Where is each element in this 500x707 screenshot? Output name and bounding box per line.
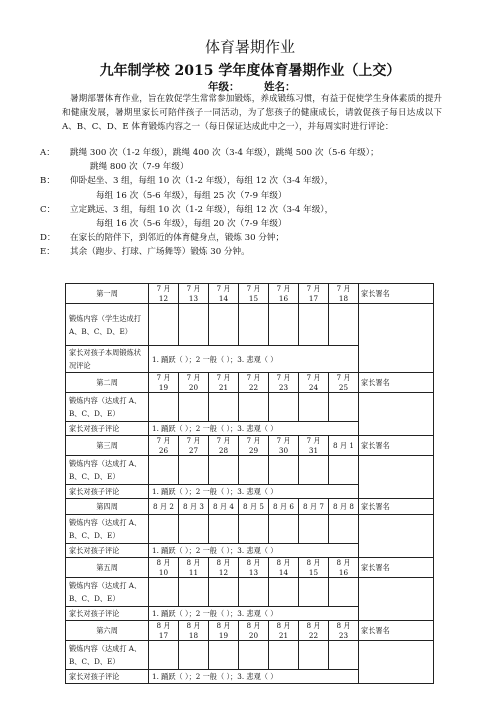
exercise-entry-cell[interactable]	[269, 578, 299, 607]
exercise-entry-cell[interactable]	[209, 456, 239, 485]
rating-options[interactable]: 1. 踊跃（ ）；2 一般（ ）；3. 悲观（ ）	[149, 346, 359, 373]
date-cell: 7 月 17	[299, 284, 329, 304]
date-cell: 7 月 24	[299, 373, 329, 393]
parent-sign-cell[interactable]	[359, 393, 434, 436]
option-letter: E：	[40, 247, 55, 258]
exercise-entry-cell[interactable]	[239, 515, 269, 544]
date-cell: 8 月 21	[269, 621, 299, 641]
exercise-entry-cell[interactable]	[209, 304, 239, 346]
week-header-row	[66, 373, 434, 393]
date-cell: 7 月 25	[329, 373, 359, 393]
date-cell: 7 月 23	[269, 373, 299, 393]
option-text: 跳绳 800 次（7-9 年级）	[90, 162, 189, 173]
exercise-entry-cell[interactable]	[209, 578, 239, 607]
exercise-entry-cell[interactable]	[299, 641, 329, 670]
exercise-entry-cell[interactable]	[179, 456, 209, 485]
main-title: 九年制学校 2015 学年度体育暑期作业（上交）	[99, 63, 401, 79]
week-header-row	[66, 621, 434, 641]
option-text: 其余（跑步、打球、广场舞等）锻炼 30 分钟。	[70, 247, 250, 258]
option-letter: C：	[40, 204, 56, 215]
exercise-content-label: 锻炼内容（达成打 A、B、C、D、E）	[66, 393, 149, 422]
exercise-content-label: 锻炼内容（达成打 A、B、C、D、E）	[66, 456, 149, 485]
intro-paragraph: 暑期部署体育作业，旨在敦促学生常常参加锻炼，养成锻练习惯，有益于促使学生身体素质的提升和健康发展，暑期里家长可陪伴孩子一同活动，为了您孩子的健康成长，请敦促孩子每日达成以下 A、B、C、D、E 体育锻炼内容之一（每日保证达成此中之一），并每周实时进行评论：	[62, 94, 442, 132]
date-cell: 8 月 13	[239, 558, 269, 578]
date-cell: 7 月 13	[179, 284, 209, 304]
parent-evaluation-label: 家长对孩子评论	[66, 670, 149, 684]
week-header-row	[66, 436, 434, 456]
exercise-entry-cell[interactable]	[329, 304, 359, 346]
date-cell: 8 月 6	[269, 499, 299, 515]
date-cell: 7 月 19	[149, 373, 179, 393]
exercise-entry-cell[interactable]	[179, 393, 209, 422]
parent-sign-label: 家长署名	[359, 436, 434, 456]
option-letter: D：	[40, 233, 56, 244]
exercise-entry-cell[interactable]	[269, 393, 299, 422]
exercise-entry-cell[interactable]	[179, 304, 209, 346]
date-cell: 7 月 27	[179, 436, 209, 456]
date-cell: 7 月 15	[239, 284, 269, 304]
rating-options[interactable]: 1. 踊跃（ ）；2 一般（ ）；3. 悲观（ ）	[149, 670, 359, 684]
date-cell: 7 月 30	[269, 436, 299, 456]
parent-evaluation-label: 家长对孩子评论	[66, 607, 149, 621]
parent-evaluation-label: 家长对孩子本周锻炼状况评论	[66, 346, 149, 373]
rating-options[interactable]: 1. 踊跃（ ）；2 一般（ ）；3. 悲观（ ）	[149, 544, 359, 558]
exercise-entry-cell[interactable]	[269, 641, 299, 670]
date-cell: 8 月 1	[329, 436, 359, 456]
option-text: 每组 16 次（5-6 年级），每组 25 次（7-9 年级）	[96, 190, 287, 201]
name-label: 姓名：	[264, 81, 296, 93]
exercise-entry-cell[interactable]	[239, 456, 269, 485]
date-cell: 7 月 26	[149, 436, 179, 456]
date-cell: 8 月 17	[149, 621, 179, 641]
exercise-entry-cell[interactable]	[149, 641, 179, 670]
option-letter: B：	[40, 176, 55, 187]
parent-sign-cell[interactable]	[359, 515, 434, 558]
parent-evaluation-label: 家长对孩子评论	[66, 544, 149, 558]
parent-sign-label: 家长署名	[359, 284, 434, 304]
exercise-entry-cell[interactable]	[179, 515, 209, 544]
exercise-content-row	[66, 456, 434, 485]
option-text: 仰卧起坐、3 组，每组 10 次（1-2 年级），每组 12 次（3-4 年级），	[70, 176, 334, 187]
date-cell: 7 月 28	[209, 436, 239, 456]
exercise-content-row	[66, 641, 434, 670]
date-cell: 8 月 18	[179, 621, 209, 641]
date-cell: 8 月 7	[299, 499, 329, 515]
parent-sign-cell[interactable]	[359, 578, 434, 621]
exercise-content-row	[66, 393, 434, 422]
date-cell: 8 月 12	[209, 558, 239, 578]
date-cell: 7 月 21	[209, 373, 239, 393]
parent-sign-cell[interactable]	[359, 641, 434, 684]
week-name: 第二周	[66, 373, 149, 393]
option-letter: A：	[40, 148, 55, 158]
exercise-entry-cell[interactable]	[179, 578, 209, 607]
exercise-entry-cell[interactable]	[299, 393, 329, 422]
rating-options[interactable]: 1. 踊跃（ ）；2 一般（ ）；3. 悲观（ ）	[149, 607, 359, 621]
exercise-entry-cell[interactable]	[269, 456, 299, 485]
exercise-content-label: 锻炼内容（学生达成打 A、B、C、D、E）	[66, 304, 149, 346]
date-cell: 8 月 10	[149, 558, 179, 578]
week-header-row	[66, 499, 434, 515]
exercise-entry-cell[interactable]	[329, 515, 359, 544]
parent-sign-label: 家长署名	[359, 621, 434, 641]
exercise-entry-cell[interactable]	[269, 515, 299, 544]
rating-options[interactable]: 1. 踊跃（ ）；2 一般（ ）；3. 悲观（ ）	[149, 485, 359, 499]
exercise-entry-cell[interactable]	[299, 515, 329, 544]
date-cell: 7 月 20	[179, 373, 209, 393]
exercise-entry-cell[interactable]	[179, 641, 209, 670]
option-text: 在家长的陪伴下，到邻近的体育健身点，锻炼 30 分钟；	[70, 233, 285, 244]
exercise-entry-cell[interactable]	[149, 393, 179, 422]
exercise-entry-cell[interactable]	[329, 641, 359, 670]
date-cell: 7 月 12	[149, 284, 179, 304]
option-text: 立定跳远、3 组，每组 10 次（1-2 年级），每组 12 次（3-4 年级），	[70, 204, 334, 215]
exercise-entry-cell[interactable]	[239, 393, 269, 422]
exercise-entry-cell[interactable]	[329, 578, 359, 607]
date-cell: 8 月 11	[179, 558, 209, 578]
date-cell: 8 月 14	[269, 558, 299, 578]
date-cell: 8 月 16	[329, 558, 359, 578]
date-cell: 8 月 3	[179, 499, 209, 515]
date-cell: 7 月 29	[239, 436, 269, 456]
date-cell: 8 月 22	[299, 621, 329, 641]
exercise-content-row	[66, 515, 434, 544]
week-name: 第四周	[66, 499, 149, 515]
exercise-entry-cell[interactable]	[269, 304, 299, 346]
exercise-content-row	[66, 304, 434, 346]
date-cell: 8 月 5	[239, 499, 269, 515]
exercise-entry-cell[interactable]	[239, 304, 269, 346]
date-cell: 8 月 15	[299, 558, 329, 578]
exercise-entry-cell[interactable]	[149, 456, 179, 485]
exercise-entry-cell[interactable]	[299, 456, 329, 485]
parent-sign-label: 家长署名	[359, 558, 434, 578]
exercise-entry-cell[interactable]	[239, 641, 269, 670]
parent-sign-label: 家长署名	[359, 373, 434, 393]
exercise-entry-cell[interactable]	[239, 578, 269, 607]
week-name: 第三周	[66, 436, 149, 456]
date-cell: 7 月 31	[299, 436, 329, 456]
week-name: 第一周	[66, 284, 149, 304]
exercise-content-label: 锻炼内容（达成打 A、B、C、D、E）	[66, 515, 149, 544]
date-cell: 7 月 14	[209, 284, 239, 304]
exercise-entry-cell[interactable]	[329, 393, 359, 422]
date-cell: 7 月 18	[329, 284, 359, 304]
date-cell: 8 月 23	[329, 621, 359, 641]
date-cell: 7 月 16	[269, 284, 299, 304]
date-cell: 8 月 4	[209, 499, 239, 515]
week-header-row	[66, 558, 434, 578]
parent-evaluation-label: 家长对孩子评论	[66, 485, 149, 499]
parent-sign-cell[interactable]	[359, 304, 434, 373]
exercise-entry-cell[interactable]	[299, 304, 329, 346]
parent-sign-label: 家长署名	[359, 499, 434, 515]
date-cell: 7 月 22	[239, 373, 269, 393]
option-text: 跳绳 300 次（1-2 年级），跳绳 400 次（3-4 年级），跳绳 500 次（5-6 年级）；	[70, 148, 379, 158]
week-header-row	[66, 284, 434, 304]
date-cell: 8 月 2	[149, 499, 179, 515]
week-name: 第六周	[66, 621, 149, 641]
grade-label: 年级：	[208, 81, 240, 93]
exercise-entry-cell[interactable]	[149, 578, 179, 607]
exercise-content-label: 锻炼内容（达成打 A、B、C、D、E）	[66, 578, 149, 607]
date-cell: 8 月 19	[209, 621, 239, 641]
exercise-entry-cell[interactable]	[209, 641, 239, 670]
weekly-log-table	[65, 283, 434, 684]
exercise-content-label: 锻炼内容（达成打 A、B、C、D、E）	[66, 641, 149, 670]
exercise-entry-cell[interactable]	[299, 578, 329, 607]
option-text: 每组 16 次（5-6 年级），每组 20 次（7-9 年级）	[96, 219, 287, 229]
exercise-entry-cell[interactable]	[209, 393, 239, 422]
parent-sign-cell[interactable]	[359, 456, 434, 499]
date-cell: 8 月 8	[329, 499, 359, 515]
exercise-entry-cell[interactable]	[149, 304, 179, 346]
week-name: 第五周	[66, 558, 149, 578]
exercise-content-row	[66, 578, 434, 607]
exercise-entry-cell[interactable]	[329, 456, 359, 485]
document-title: 体育暑期作业	[204, 38, 295, 56]
parent-evaluation-label: 家长对孩子评论	[66, 422, 149, 436]
exercise-entry-cell[interactable]	[149, 515, 179, 544]
exercise-entry-cell[interactable]	[209, 515, 239, 544]
date-cell: 8 月 20	[239, 621, 269, 641]
rating-options[interactable]: 1. 踊跃（ ）；2 一般（ ）；3. 悲观（ ）	[149, 422, 359, 436]
